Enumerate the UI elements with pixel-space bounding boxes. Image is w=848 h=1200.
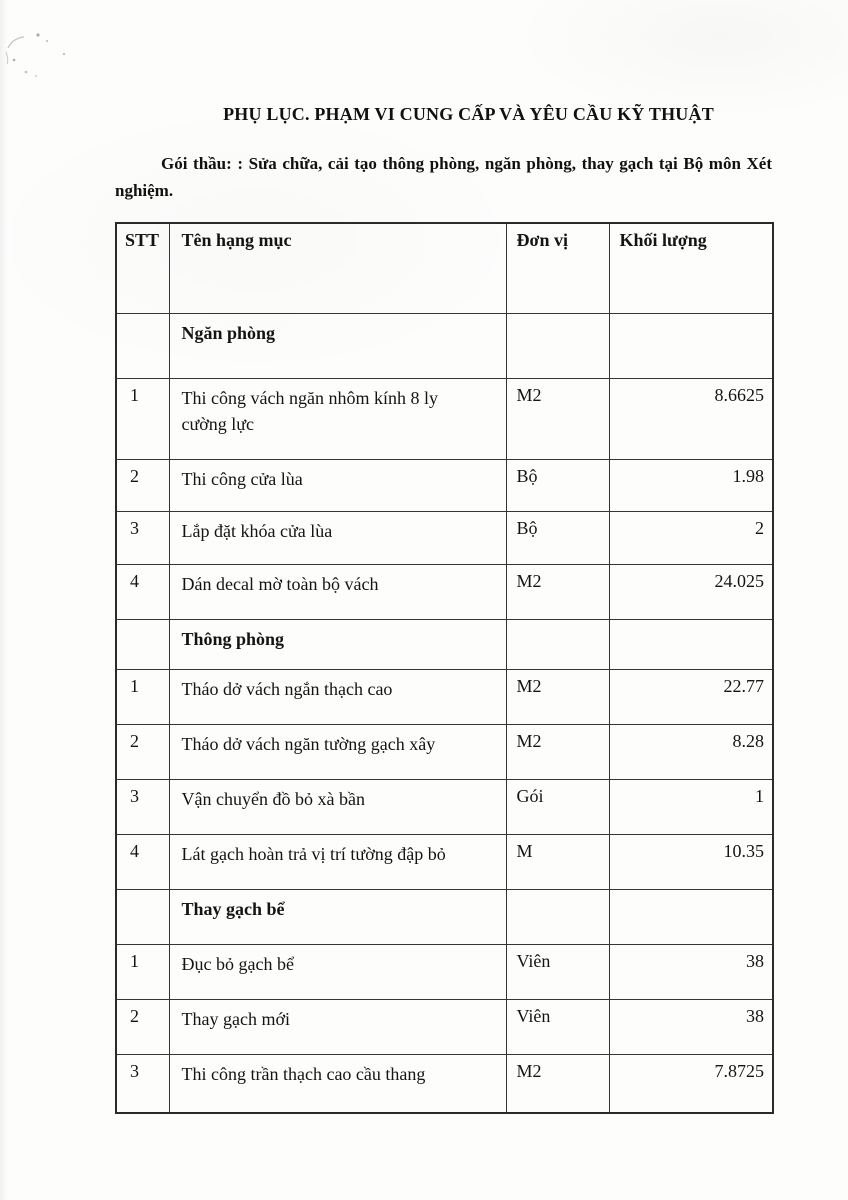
cell-qty: 8.6625 (609, 378, 773, 459)
cell-qty: 2 (609, 511, 773, 564)
cell-stt (116, 889, 169, 944)
cell-stt: 1 (116, 944, 169, 999)
cell-stt: 2 (116, 459, 169, 511)
cell-unit: Viên (506, 999, 609, 1054)
cell-unit: M2 (506, 724, 609, 779)
cell-qty: 38 (609, 999, 773, 1054)
cell-unit (506, 619, 609, 669)
column-header-stt: STT (116, 223, 169, 313)
cell-name: Tháo dở vách ngăn tường gạch xây (169, 724, 506, 779)
cell-stt: 1 (116, 378, 169, 459)
cell-stt (116, 619, 169, 669)
cell-qty: 1.98 (609, 459, 773, 511)
cell-stt: 3 (116, 1054, 169, 1113)
cell-name: Ngăn phòng (169, 313, 506, 378)
cell-qty (609, 619, 773, 669)
cell-qty: 10.35 (609, 834, 773, 889)
table-row (116, 378, 773, 459)
cell-name: Thi công trần thạch cao cầu thang (169, 1054, 506, 1113)
cell-stt: 3 (116, 511, 169, 564)
cell-stt: 1 (116, 669, 169, 724)
cell-stt: 3 (116, 779, 169, 834)
table-row (116, 511, 773, 564)
spec-table (115, 222, 774, 1114)
cell-unit (506, 313, 609, 378)
cell-qty (609, 313, 773, 378)
column-header-unit: Đơn vị (506, 223, 609, 313)
cell-unit (506, 889, 609, 944)
cell-qty: 22.77 (609, 669, 773, 724)
table-row (116, 779, 773, 834)
cell-name: Đục bỏ gạch bể (169, 944, 506, 999)
cell-unit: Bộ (506, 459, 609, 511)
section-row (116, 313, 773, 378)
column-header-name: Tên hạng mục (169, 223, 506, 313)
cell-unit: M2 (506, 669, 609, 724)
cell-unit: Viên (506, 944, 609, 999)
section-row (116, 619, 773, 669)
table-row (116, 724, 773, 779)
cell-stt: 2 (116, 999, 169, 1054)
cell-unit: M2 (506, 378, 609, 459)
cell-unit: M2 (506, 1054, 609, 1113)
cell-unit: Gói (506, 779, 609, 834)
cell-stt: 4 (116, 564, 169, 619)
cell-name: Thay gạch mới (169, 999, 506, 1054)
table-row (116, 944, 773, 999)
cell-name: Dán decal mờ toàn bộ vách (169, 564, 506, 619)
cell-name: Thi công vách ngăn nhôm kính 8 ly cường lực (169, 378, 506, 459)
cell-name: Lắp đặt khóa cửa lùa (169, 511, 506, 564)
table-row (116, 834, 773, 889)
cell-qty: 24.025 (609, 564, 773, 619)
cell-qty: 7.8725 (609, 1054, 773, 1113)
cell-qty: 38 (609, 944, 773, 999)
cell-qty: 8.28 (609, 724, 773, 779)
table-row (116, 564, 773, 619)
cell-name: Lát gạch hoàn trả vị trí tường đập bỏ (169, 834, 506, 889)
table-body (116, 313, 773, 1113)
section-row (116, 889, 773, 944)
table-row (116, 669, 773, 724)
cell-stt: 2 (116, 724, 169, 779)
table-row (116, 1054, 773, 1113)
cell-name: Tháo dở vách ngắn thạch cao (169, 669, 506, 724)
table-header-row (116, 223, 773, 313)
cell-unit: M (506, 834, 609, 889)
table-row (116, 999, 773, 1054)
cell-qty (609, 889, 773, 944)
cell-unit: Bộ (506, 511, 609, 564)
cell-qty: 1 (609, 779, 773, 834)
package-description: Gói thầu: : Sửa chữa, cải tạo thông phòng, ngăn phòng, thay gạch tại Bộ môn Xét nghiệm. (115, 154, 772, 200)
page-title: PHỤ LỤC. PHẠM VI CUNG CẤP VÀ YÊU CẦU KỸ THUẬT (223, 104, 714, 124)
cell-name: Vận chuyển đồ bỏ xà bần (169, 779, 506, 834)
cell-stt: 4 (116, 834, 169, 889)
table-row (116, 459, 773, 511)
cell-stt (116, 313, 169, 378)
cell-name: Thay gạch bể (169, 889, 506, 944)
cell-name: Thi công cửa lùa (169, 459, 506, 511)
cell-unit: M2 (506, 564, 609, 619)
pen-scribble-mark (0, 10, 130, 110)
column-header-qty: Khối lượng (609, 223, 773, 313)
cell-name: Thông phòng (169, 619, 506, 669)
